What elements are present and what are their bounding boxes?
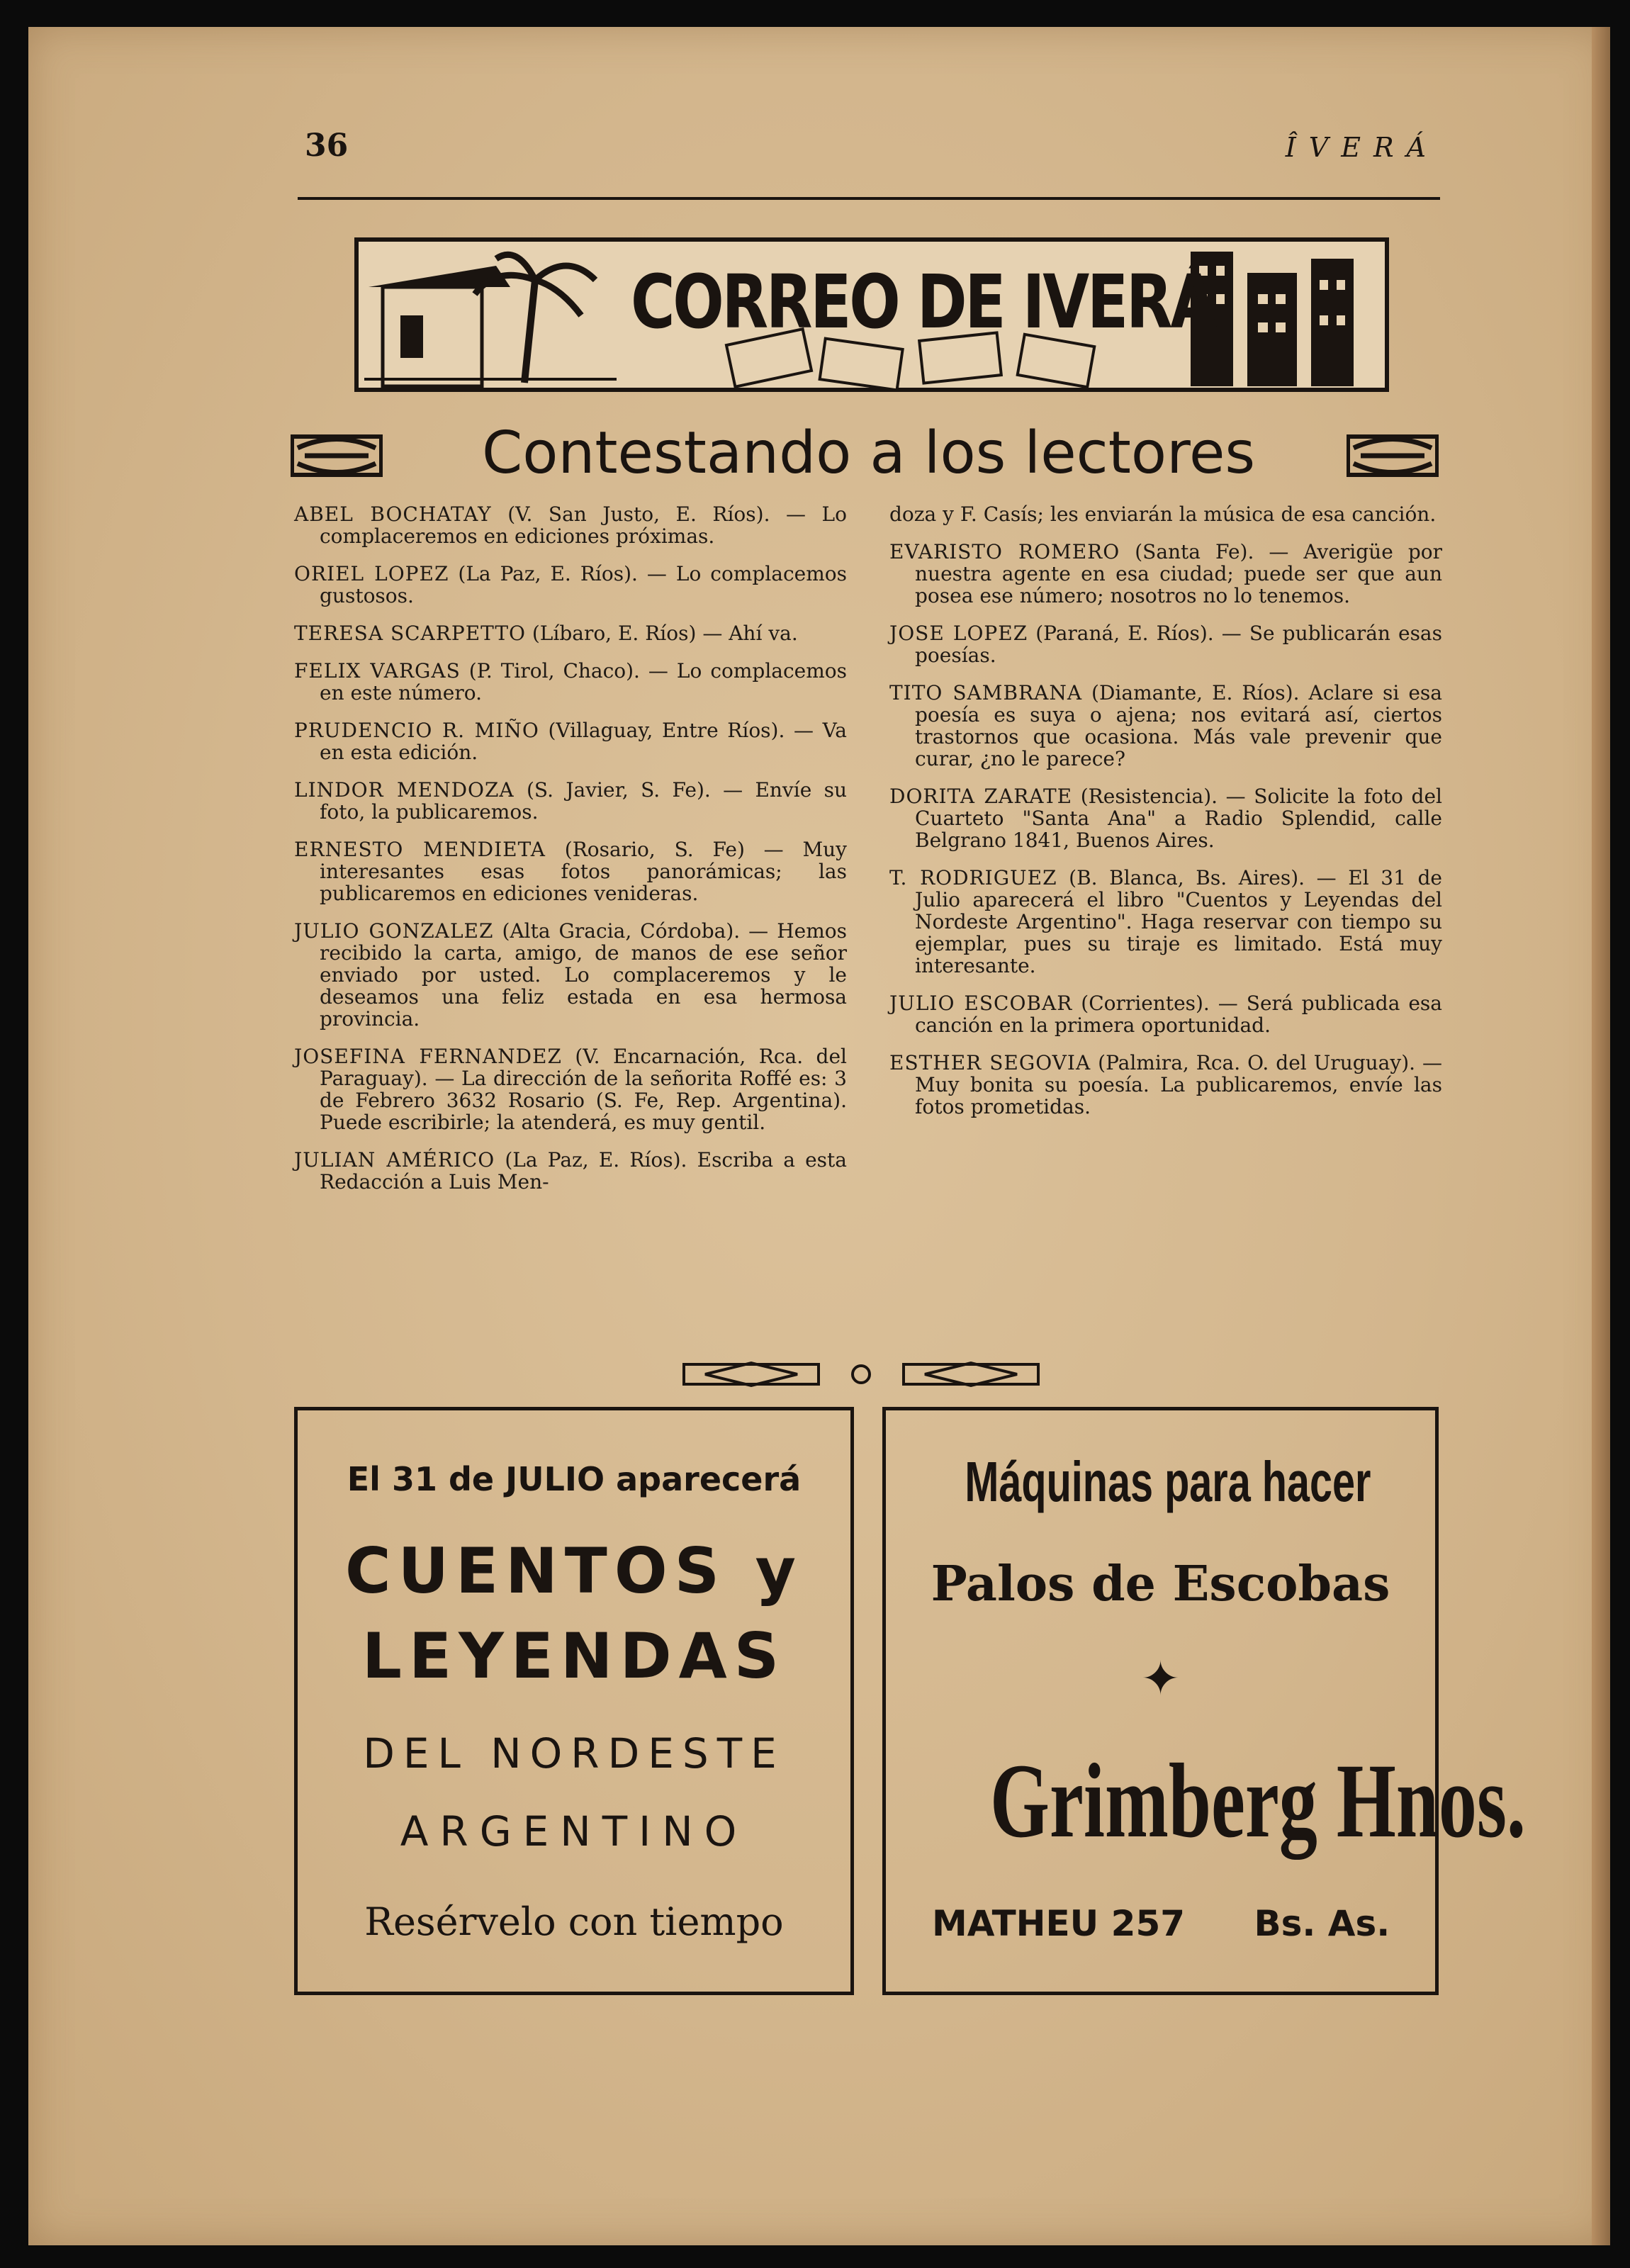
machinery-advertisement: [882, 1407, 1526, 1995]
letter-entry: ABEL BOCHATAY (V. San Justo, E. Ríos). — Lo complaceremos en ediciones próximas.: [294, 503, 847, 548]
book-advertisement: [294, 1407, 854, 1995]
publication-name: ÎVERÁ: [1285, 132, 1439, 163]
left-ornament-icon: [291, 434, 383, 478]
letter-entry: FELIX VARGAS (P. Tirol, Chaco). — Lo complacemos en este número.: [294, 659, 848, 704]
ad-street: MATHEU 257: [932, 1903, 1186, 1944]
section-divider-ornament: [677, 1357, 1045, 1391]
letter-entry: TITO SAMBRANA (Diamante, E. Ríos). Aclare si esa poesía es suya o ajena; nos evitará así, ciertos trastornos que ocasiona. Más vale prevenir que curar, ¿no le parece?: [889, 681, 1442, 770]
letter-entry: EVARISTO ROMERO (Santa Fe). — Averigüe por nuestra agente en esa ciudad; puede ser que aun posea ese número; nosotros no lo tenemos.: [889, 540, 1442, 607]
letter-entry: JULIO GONZALEZ (Alta Gracia, Córdoba). — Hemos recibido la carta, amigo, de manos de ese señor enviado por usted. Lo complaceremos y le deseamos una feliz estada en esa hermosa provincia.: [294, 919, 847, 1031]
ad-book-title-3: DEL NORDESTE: [363, 1729, 785, 1778]
ad-city: Bs. As.: [1254, 1903, 1390, 1944]
ad-release-date: El 31 de JULIO aparecerá: [347, 1460, 802, 1498]
ad-reserve-note: Resérvelo con tiempo: [364, 1899, 784, 1944]
page-spine: [1592, 27, 1610, 2245]
letter-entry: JOSEFINA FERNANDEZ (V. Encarnación, Rca. del Paraguay). — La dirección de la señorita Roffé es: 3 de Febrero 3632 Rosario (S. Fe, Rep. Argentina). Puede escribirle; la atenderá, es muy gentil.: [294, 1045, 847, 1134]
letter-entry: JULIAN AMÉRICO (La Paz, E. Ríos). Escriba a esta Redacción a Luis Men-: [294, 1148, 847, 1194]
letter-entry: JOSE LOPEZ (Paraná, E. Ríos). — Se publicarán esas poesías.: [889, 622, 1442, 667]
letter-entry: ORIEL LOPEZ (La Paz, E. Ríos). — Lo complacemos gustosos.: [294, 562, 847, 607]
ad-book-title-2: LEYENDAS: [361, 1619, 787, 1692]
letters-column-left: [294, 503, 847, 1208]
section-heading: [291, 420, 1439, 498]
right-ornament-icon: [1347, 434, 1439, 478]
letter-entry: TERESA SCARPETTO (Líbaro, E. Ríos) — Ahí va.: [294, 622, 798, 645]
header-rule: [298, 197, 1440, 200]
correo-banner: [354, 237, 1389, 392]
section-title: Contestando a los lectores: [482, 420, 1256, 487]
ad-address: [886, 1903, 1435, 1944]
letters-column-right: [889, 503, 1442, 1133]
letter-entry: doza y F. Casís; les enviarán la música de esa canción.: [889, 503, 1437, 526]
letter-entry: T. RODRIGUEZ (B. Blanca, Bs. Aires). — El 31 de Julio aparecerá el libro "Cuentos y Leyendas del Nordeste Argentino". Haga reservar con tiempo su ejemplar, pues su tiraje es limitado. Está muy interesante.: [889, 866, 1442, 977]
ad-machines-title: Máquinas para hacer: [965, 1450, 1371, 1513]
letter-entry: LINDOR MENDOZA (S. Javier, S. Fe). — Envíe su foto, la publicaremos.: [294, 778, 847, 824]
ad-book-title-1: CUENTOS y: [344, 1534, 803, 1607]
ad-book-title-4: ARGENTINO: [400, 1807, 748, 1856]
letter-entry: ERNESTO MENDIETA (Rosario, S. Fe) — Muy interesantes esas fotos panorámicas; las publicaremos en ediciones venideras.: [294, 838, 847, 905]
page-number: 36: [305, 128, 349, 164]
letter-entry: DORITA ZARATE (Resistencia). — Solicite la foto del Cuarteto "Santa Ana" a Radio Splendid, calle Belgrano 1841, Buenos Aires.: [889, 785, 1442, 852]
banner-title: CORREO DE IVERÁ: [631, 259, 1215, 345]
letter-entry: PRUDENCIO R. MIÑO (Villaguay, Entre Ríos). — Va en esta edición.: [294, 719, 847, 764]
page-header: [305, 128, 1439, 170]
ad-machines-subtitle: Palos de Escobas: [931, 1556, 1390, 1612]
letter-entry: JULIO ESCOBAR (Corrientes). — Será publicada esa canción en la primera oportunidad.: [889, 992, 1442, 1037]
letter-entry: ESTHER SEGOVIA (Palmira, Rca. O. del Uruguay). — Muy bonita su poesía. La publicaremos, envíe las fotos prometidas.: [889, 1051, 1442, 1118]
ad-company-name: Grimberg Hnos.: [989, 1742, 1526, 1860]
star-icon: ✦: [1140, 1651, 1181, 1706]
